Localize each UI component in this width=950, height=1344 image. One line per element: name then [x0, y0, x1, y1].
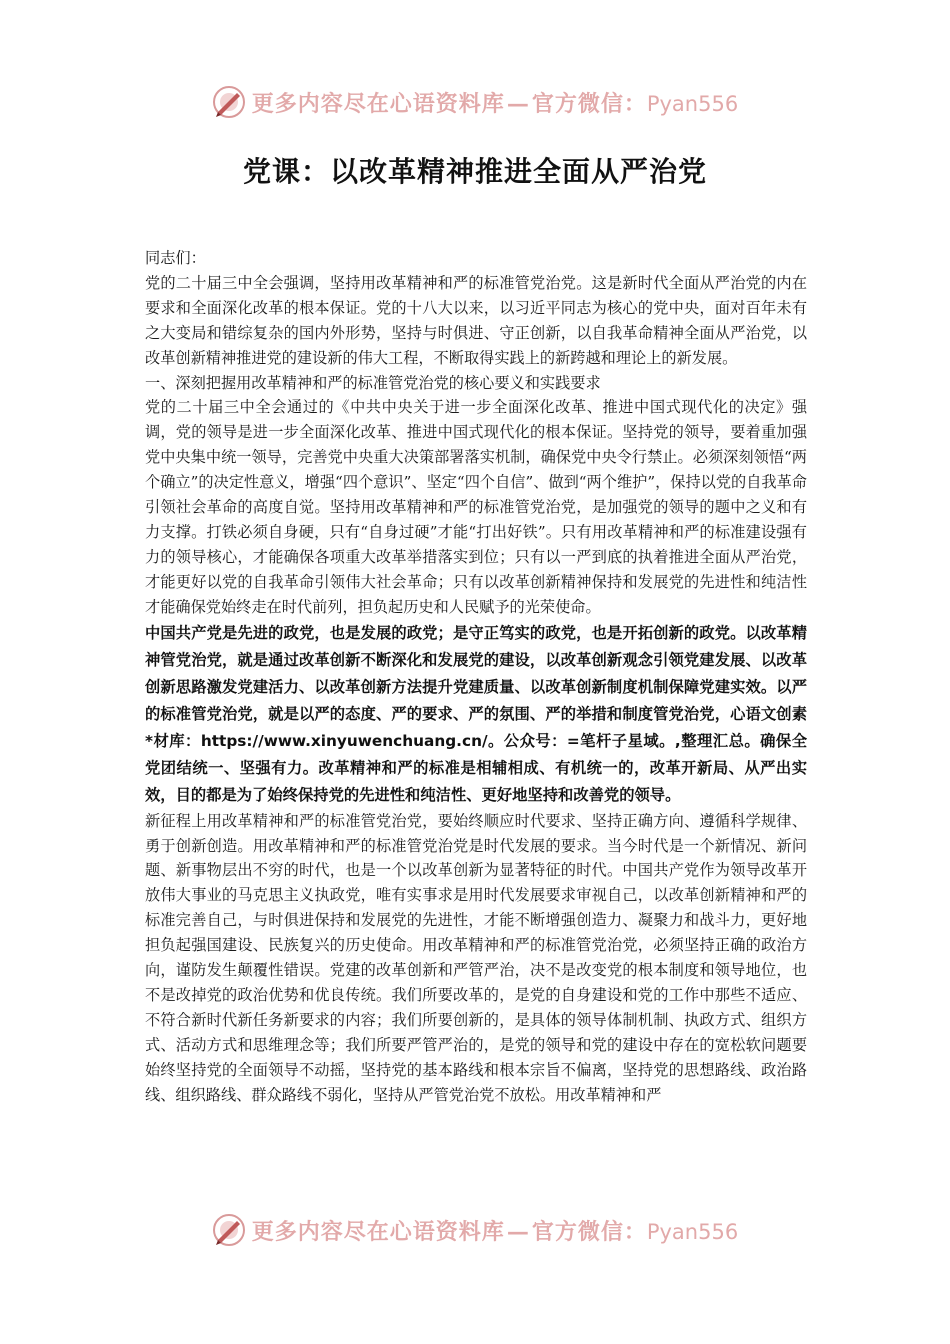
header-watermark-banner: [0, 82, 950, 122]
body-paragraph: 新征程上用改革精神和严的标准管党治党，要始终顺应时代要求、坚持正确方向、遵循科学规律、勇于创新创造。用改革精神和严的标准管党治党是时代发展的要求。当今时代是一个新情况、新问题、新事物层出不穷的时代，也是一个以改革创新为显著特征的时代。中国共产党作为领导改革开放伟大事业的马克思主义执政党，唯有实事求是用时代发展要求审视自己，以改革创新精神和严的标准完善自己，与时俱进保持和发展党的先进性，才能不断增强创造力、凝聚力和战斗力，更好地担负起强国建设、民族复兴的历史使命。用改革精神和严的标准管党治党，必须坚持正确的政治方向，谨防发生颠覆性错误。党建的改革创新和严管严治，决不是改变党的根本制度和领导地位，也不是改掉党的政治优势和优良传统。我们所要改革的，是党的自身建设和党的工作中那些不适应、不符合新时代新任务新要求的内容；我们所要创新的，是具体的领导体制机制、执政方式、组织方式、活动方式和思维理念等；我们所要严管严治的，是党的领导和党的建设中存在的宽松软问题要始终坚持党的全面领导不动摇，坚持党的基本路线和根本宗旨不偏离，坚持党的思想路线、政治路线、组织路线、群众路线不弱化，坚持从严管党治党不放松。用改革精神和严: [145, 811, 807, 1104]
document-body: [145, 246, 807, 1107]
banner-separator: —: [506, 90, 530, 117]
footer-watermark-banner: [0, 1210, 950, 1250]
banner-wechat-label: 官方微信：: [531, 1218, 647, 1245]
banner-text: 更多内容尽在心语资料库: [251, 1218, 505, 1245]
salutation: 同志们：: [145, 249, 206, 267]
banner-wechat-label: 官方微信：: [531, 90, 647, 117]
pen-logo-icon: [212, 85, 246, 119]
banner-account: Pyan556: [646, 1219, 739, 1244]
section-heading: 一、深刻把握用改革精神和严的标准管党治党的核心要义和实践要求: [145, 373, 601, 392]
banner-separator: —: [506, 1218, 530, 1245]
body-paragraph-bold: 中国共产党是先进的政党，也是发展的政党；是守正笃实的政党，也是开拓创新的政党。以改革精神管党治党，就是通过改革创新不断深化和发展党的建设，以改革创新观念引领党建发展、以改革创新思路激发党建活力、以改革创新方法提升党建质量、以改革创新制度机制保障党建实效。以严的标准管党治党，就是以严的态度、严的要求、严的氛围、严的举措和制度管党治党，心语文创素*材库：https://www.xinyuwenchuang.cn/。公众号：=笔杆子星域。,整理汇总。确保全党团结统一、坚强有力。改革精神和严的标准是相辅相成、有机统一的，改革开新局、从严出实效，目的都是为了始终保持党的先进性和纯洁性、更好地坚持和改善党的领导。: [145, 623, 807, 804]
banner-text: 更多内容尽在心语资料库: [251, 90, 505, 117]
page-title: 党课：以改革精神推进全面从严治党: [242, 155, 707, 188]
intro-paragraph: 党的二十届三中全会强调，坚持用改革精神和严的标准管党治党。这是新时代全面从严治党的内在要求和全面深化改革的根本保证。党的十八大以来，以习近平同志为核心的党中央，面对百年未有之大变局和错综复杂的国内外形势，坚持与时俱进、守正创新，以自我革命精神全面从严治党，以改革创新精神推进党的建设新的伟大工程，不断取得实践上的新跨越和理论上的新发展。: [145, 273, 807, 367]
body-paragraph: 党的二十届三中全会通过的《中共中央关于进一步全面深化改革、推进中国式现代化的决定》强调，党的领导是进一步全面深化改革、推进中国式现代化的根本保证。坚持党的领导，要着重加强党中央集中统一领导，完善党中央重大决策部署落实机制，确保党中央令行禁止。必须深刻领悟“两个确立”的决定性意义，增强“四个意识”、坚定“四个自信”、做到“两个维护”，保持以党的自我革命引领社会革命的高度自觉。坚持用改革精神和严的标准管党治党，是加强党的领导的题中之义和有力支撑。打铁必须自身硬，只有“自身过硬”才能“打出好铁”。只有用改革精神和严的标准建设强有力的领导核心，才能确保各项重大改革举措落实到位；只有以一严到底的执着推进全面从严治党，才能更好以党的自我革命引领伟大社会革命；只有以改革创新精神保持和发展党的先进性和纯洁性才能确保党始终走在时代前列，担负起历史和人民赋予的光荣使命。: [145, 398, 807, 616]
banner-account: Pyan556: [646, 91, 739, 116]
pen-logo-icon: [212, 1213, 246, 1247]
